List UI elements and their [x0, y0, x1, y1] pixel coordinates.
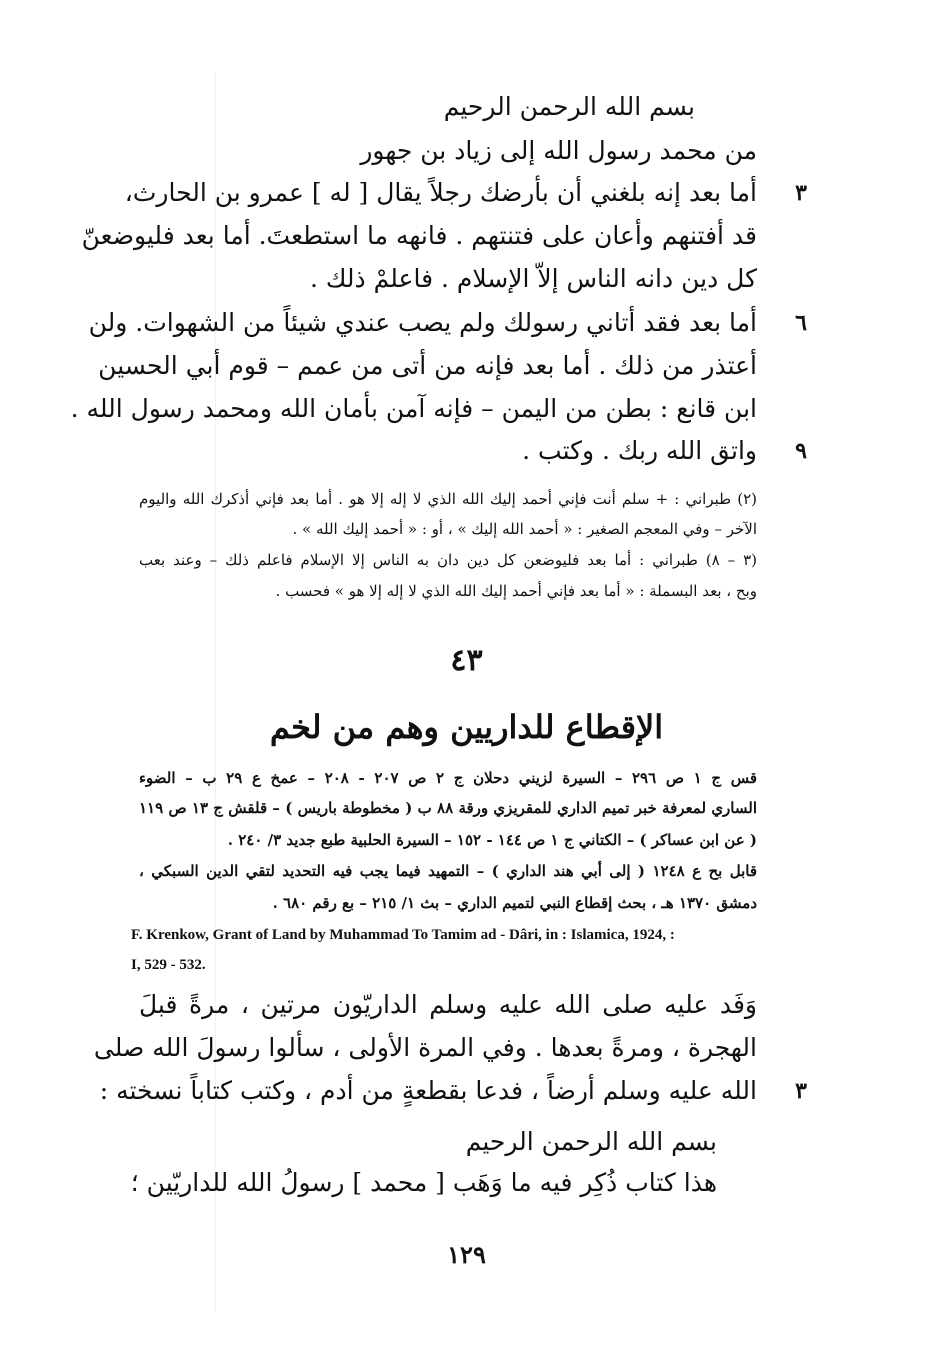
body-line-1: وَفَد عليه صلى الله عليه وسلم الداريّون مرتين ، مرةً قبلَ	[139, 990, 757, 1019]
basmala-1: بسم الله الرحمن الرحيم	[443, 92, 695, 121]
letter-line-7: واتق الله ربك . وكتب .	[522, 436, 757, 465]
footnote-1-line-2: الآخر – وفي المعجم الصغير : « أحمد الله إليك » ، أو : « أحمد إليك الله » .	[292, 520, 757, 538]
line-number-9: ٩	[795, 438, 807, 464]
page-number: ١٢٩	[447, 1240, 486, 1269]
letter-line-1: أما بعد إنه بلغني أن بأرضك رجلاً يقال [ له ] عمرو بن الحارث،	[124, 178, 757, 207]
section-number: ٤٣	[450, 643, 483, 678]
latin-reference-line-2: I, 529 - 532.	[131, 957, 206, 973]
grant-first-line: هذا كتاب ذُكِر فيه ما وَهَب [ محمد ] رسولُ الله للداريّين ؛	[130, 1168, 717, 1197]
body-line-number-3: ٣	[795, 1078, 807, 1104]
sources-line-2: الساري لمعرفة خبر تميم الداري للمقريزي ورقة ٨٨ ب ( مخطوطة باريس ) – قلقش ج ١٣ ص ١١٩	[139, 799, 757, 817]
letter-line-3: كل دين دانه الناس إلاّ الإسلام . فاعلمْ ذلك .	[309, 264, 757, 293]
latin-reference-line-1: F. Krenkow, Grant of Land by Muhammad To Tamim ad - Dâri, in : Islamica, 1924, :	[131, 927, 675, 943]
body-line-3: الله عليه وسلم أرضاً ، فدعا بقطعةٍ من أدم ، وكتب كتاباً نسخته :	[99, 1076, 757, 1105]
letter-line-6: ابن قانع : بطن من اليمن – فإنه آمن بأمان الله ومحمد رسول الله .	[70, 394, 757, 423]
letter-line-5: أعتذر من ذلك . أما بعد فإنه من أتى من عمم – قوم أبي الحسين	[98, 351, 757, 380]
line-number-6: ٦	[795, 310, 807, 336]
letter-line-4: أما بعد فقد أتاني رسولك ولم يصب عندي شيئاً من الشهوات. ولن	[88, 308, 757, 337]
sources-line-5: دمشق ١٣٧٠ هـ ، بحث إقطاع النبي لتميم الداري – بث ١/ ٢١٥ – بع رقم ٦٨٠ .	[272, 894, 757, 912]
letter-line-2: قد أفتنهم وأعان على فتنتهم . فانهه ما استطعتَ. أما بعد فليوضعنّ	[81, 221, 757, 250]
body-line-2: الهجرة ، ومرةً بعدها . وفي المرة الأولى ، سألوا رسولَ الله صلى	[93, 1033, 757, 1062]
footnote-2-line-1: (٣ – ٨) طبراني : أما بعد فليوضعن كل دين دان به الناس إلا الإسلام فاعلم ذلك – وعند بعب	[139, 551, 757, 569]
sources-line-4: قابل بح ع ١٢٤٨ ( إلى أبي هند الداري ) – التمهيد فيما يجب فيه التحديد لتقي الدين السبكي ،	[139, 862, 757, 880]
footnote-2-line-2: وبح ، بعد البسملة : « أما بعد فإني أحمد إليك الله الذي لا إله إلا هو » فحسب .	[275, 582, 757, 600]
footnote-1-line-1: (٢) طبراني : + سلم أنت فإني أحمد إليك الله الذي لا إله إلا هو . أما بعد فإني أذكرك الله واليوم	[139, 490, 757, 508]
basmala-2: بسم الله الرحمن الرحيم	[465, 1127, 717, 1156]
scan-artifact-line	[215, 72, 216, 1312]
section-title: الإقطاع للداريين وهم من لخم	[269, 708, 664, 746]
sources-line-3: ( عن ابن عساكر ) – الكتاني ج ١ ص ١٤٤ - ١٥٢ – السيرة الحلبية طبع جديد ٣/ ٢٤٠ .	[227, 831, 757, 849]
letter-address: من محمد رسول الله إلى زياد بن جهور	[360, 136, 757, 165]
sources-line-1: قس ج ١ ص ٢٩٦ – السيرة لزيني دحلان ج ٢ ص ٢٠٧ - ٢٠٨ – عمخ ع ٢٩ ب – الضوء	[139, 769, 757, 787]
line-number-3: ٣	[795, 180, 807, 206]
